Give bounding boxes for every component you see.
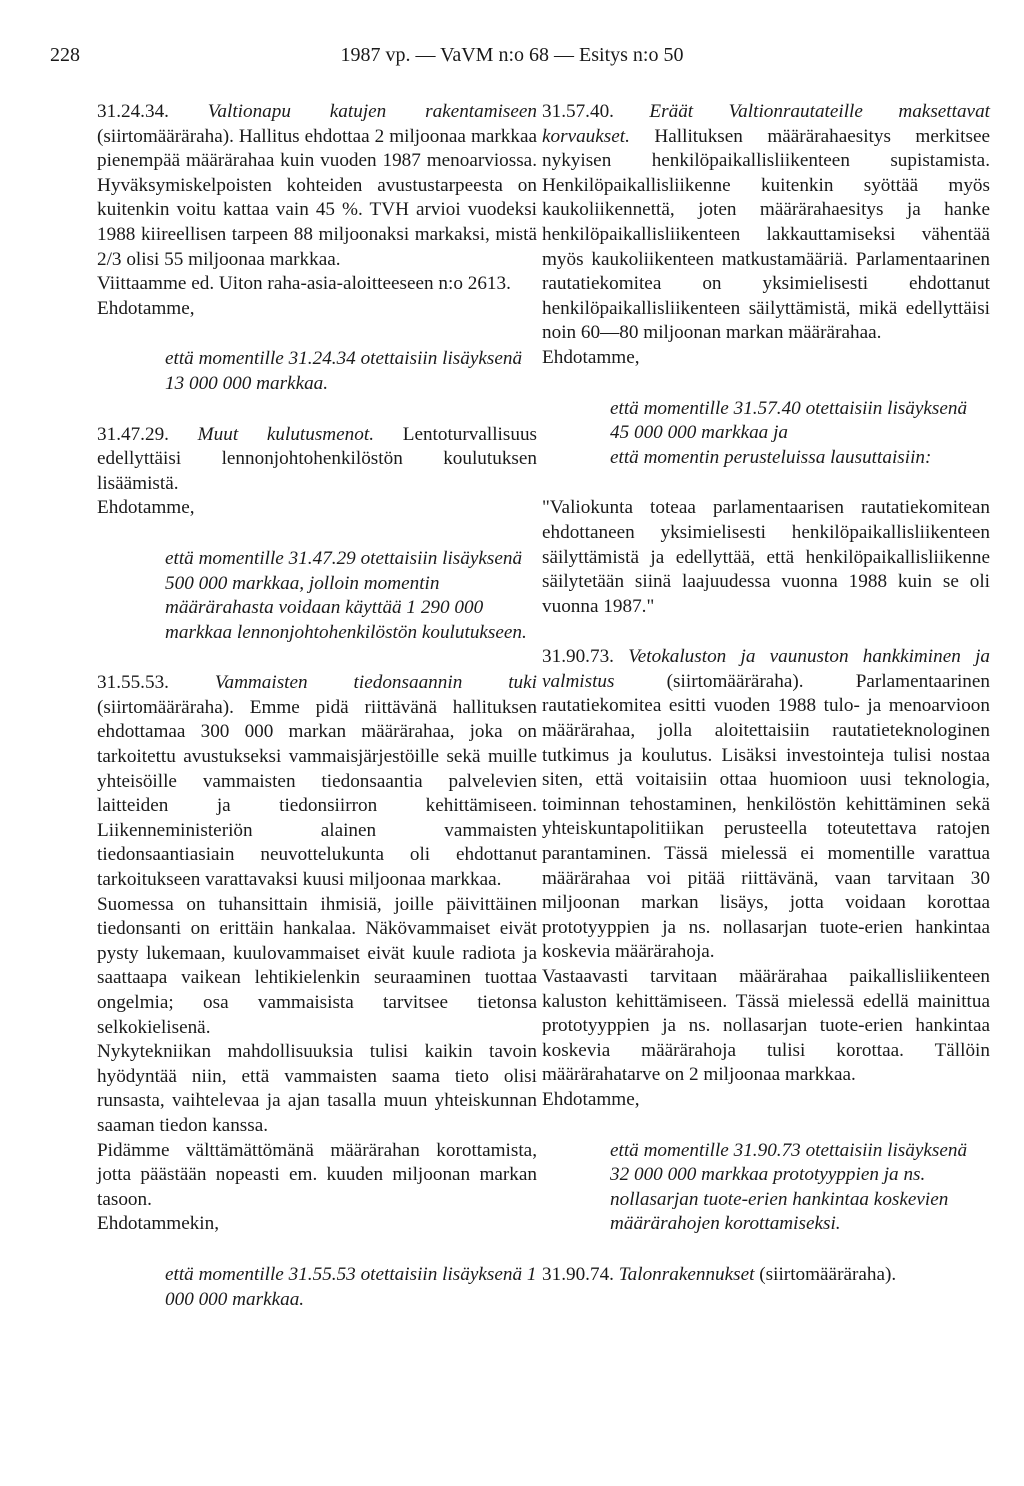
- section-title: Valtionapu katujen rakentamiseen: [207, 101, 537, 122]
- section-31-90-73: [542, 645, 990, 965]
- section-text: (siirtomääräraha).: [759, 1263, 897, 1285]
- reference-paragraph: Viittaamme ed. Uiton raha-asia-aloitteeseen n:o 2613.: [97, 273, 511, 295]
- section-number: 31.90.73.: [542, 646, 614, 668]
- running-head: 1987 vp. — VaVM n:o 68 — Esitys n:o 50: [340, 44, 684, 66]
- section-title: Vammaisten tiedonsaannin tuki: [214, 672, 537, 694]
- section-title: Eräät Valtionrautateille maksettavat korvaukset.: [542, 101, 991, 147]
- committee-quote: "Valiokunta toteaa parlamentaarisen rautatiekomitean ehdottaneen yksimielisesti henkilöpaikallisliikenteen säilyttämistä ja edellyttää, että henkilöpaikallisliikenne säilytetään siinä laajuudessa vuonna 1988 kuin se oli vuonna 1987.": [542, 497, 990, 617]
- proposal-31-57-40: että momentille 31.57.40 otettaisiin lisäyksenä 45 000 000 markkaa ja: [610, 397, 968, 444]
- section-31-24-34: [97, 100, 537, 272]
- section-number: 31.24.34.: [97, 101, 169, 122]
- section-number: 31.55.53.: [97, 672, 169, 694]
- section-31-90-74: [542, 1263, 990, 1288]
- right-column: [542, 100, 990, 1288]
- proposal-intro: Ehdotamme,: [97, 297, 195, 319]
- proposal-intro: Ehdotamme,: [542, 1088, 640, 1110]
- section-title: Muut kulutusmenot.: [197, 423, 374, 445]
- paragraph: Suomessa on tuhansittain ihmisiä, joille päivittäinen tiedonsanti on erittäin hankalaa. Näkövammaiset eivät pysty lukemaan, kuulovammaiset eivät kuule radiota ja saattaapa vaikean lehtikielenkin seuraaminen tuottaa ongelmia; osa vammaisista tarvitsee tietonsa selkokielisenä.: [97, 893, 537, 1038]
- section-text: Lentoturvallisuus edellyttäisi lennonjohtohenkilöstön koulutuksen lisäämistä.: [97, 423, 538, 494]
- proposal-intro: Ehdotamme,: [97, 497, 195, 519]
- paragraph: Pidämme välttämättömänä määrärahan korottamista, jotta päästään nopeasti em. kuuden miljoonan markan tasoon.: [97, 1139, 537, 1210]
- proposal-31-55-53: että momentille 31.55.53 otettaisiin lisäyksenä 1 000 000 markkaa.: [165, 1263, 537, 1310]
- proposal-31-47-29: että momentille 31.47.29 otettaisiin lisäyksenä 500 000 markkaa, jolloin momentin määrärahasta voidaan käyttää 1 290 000 markkaa lennonjohtohenkilöstön koulutukseen.: [165, 547, 527, 643]
- section-text: Hallituksen määrärahaesitys merkitsee nykyisen henkilöpaikallisliikenteen supistamista. Henkilöpaikallisliikenne kuitenkin syöttää myös kaukoliikennettä, joten määrärahaesitys ja hanke henkilöpaikallisliikenteen lakkauttamiseksi vähentää myös kaukoliikenteen matkustamääriä. Parlamentaarinen rautatiekomitea on yksimielisesti ehdottanut henkilöpaikallisliikenteen säilyttämistä, mikä edellyttäisi noin 60—80 miljoonan markan määrärahaa.: [542, 125, 990, 344]
- proposal-intro: Ehdotamme,: [542, 346, 640, 368]
- section-text: (siirtomääräraha). Hallitus ehdottaa 2 miljoonaa markkaa pienempää määrärahaa kuin vuoden 1987 menoarviossa. Hyväksymiskelpoisten kohteiden avustustarpeesta on kuitenkin voitu kattaa vain 45 %. TVH arvioi vuodeksi 1988 kiireellisen tarpeen 88 miljoonaksi markaksi, mistä 2/3 olisi 55 miljoonaa markkaa.: [97, 125, 537, 270]
- section-title: Talonrakennukset: [618, 1263, 755, 1285]
- paragraph: Vastaavasti tarvitaan määrärahaa paikallisliikenteen kaluston kehittämiseen. Tässä mielessä edellä mainittua prototyyppien ja ns. nollasarjan tuote-erien hankintaa koskevia määrärahoja tulisi korottaa. Tällöin määrärahatarve on 2 miljoonaa markkaa.: [542, 966, 990, 1086]
- section-text: (siirtomääräraha). Parlamentaarinen rautatiekomitea esitti vuoden 1988 tulo- ja menoarvioon määrärahaa, jolla aloitettaisiin rautatieteknologinen tutkimus ja koulutus. Lisäksi investointeja tulisi nostaa siten, että voitaisiin ottaa huomioon uusi teknologia, toiminnan tehostaminen, henkilöstön kehittäminen sekä yhteiskuntapolitiikan perusteella toteutettava ratojen parantaminen. Tässä mielessä ei momentille varattua määrärahaa voi pitää riittävänä, vaan tarvitaan 30 miljoonan markan lisäys, jotta voidaan korottaa prototyyppien ja ns. nollasarjan tuote-erien hankintaa koskevia määrärahoja.: [542, 670, 990, 963]
- section-title: Vetokaluston ja vaunuston hankkiminen ja valmistus: [542, 646, 990, 692]
- section-number: 31.57.40.: [542, 101, 614, 122]
- section-31-57-40: [542, 100, 990, 346]
- section-31-55-53: [97, 671, 537, 892]
- page-number: 228: [50, 44, 80, 66]
- section-number: 31.47.29.: [97, 423, 169, 445]
- left-column: [97, 100, 537, 1338]
- proposal-31-57-40-perustelut: että momentin perusteluissa lausuttaisiin:: [610, 446, 932, 468]
- section-31-47-29: [97, 423, 537, 497]
- paragraph: Nykytekniikan mahdollisuuksia tulisi kaikin tavoin hyödyntää niin, että vammaisten saama tieto olisi runsasta, vaihtelevaa ja ajan tasalla muun yhteiskunnan saaman tiedon kanssa.: [97, 1041, 537, 1136]
- proposal-31-24-34: että momentille 31.24.34 otettaisiin lisäyksenä 13 000 000 markkaa.: [165, 348, 523, 394]
- section-number: 31.90.74.: [542, 1263, 614, 1285]
- proposal-intro: Ehdotammekin,: [97, 1213, 220, 1235]
- section-text: (siirtomääräraha). Emme pidä riittävänä hallituksen ehdottamaa 300 000 markan määrärahaa, joka on tarkoitettu avustukseksi vammaisjärjestöille sekä muille yhteisöille vammaisten tiedonsaantia palvelevien laitteiden ja tiedonsiirron kehittämiseen. Liikenneministeriön alainen vammaisten tiedonsaantiasiain neuvottelukunta oli ehdottanut tarkoitukseen varattavaksi kuusi miljoonaa markkaa.: [97, 696, 537, 891]
- proposal-31-90-73: että momentille 31.90.73 otettaisiin lisäyksenä 32 000 000 markkaa prototyyppien ja ns. nollasarjan tuote-erien hankintaa koskevien määrärahojen korottamiseksi.: [610, 1139, 968, 1235]
